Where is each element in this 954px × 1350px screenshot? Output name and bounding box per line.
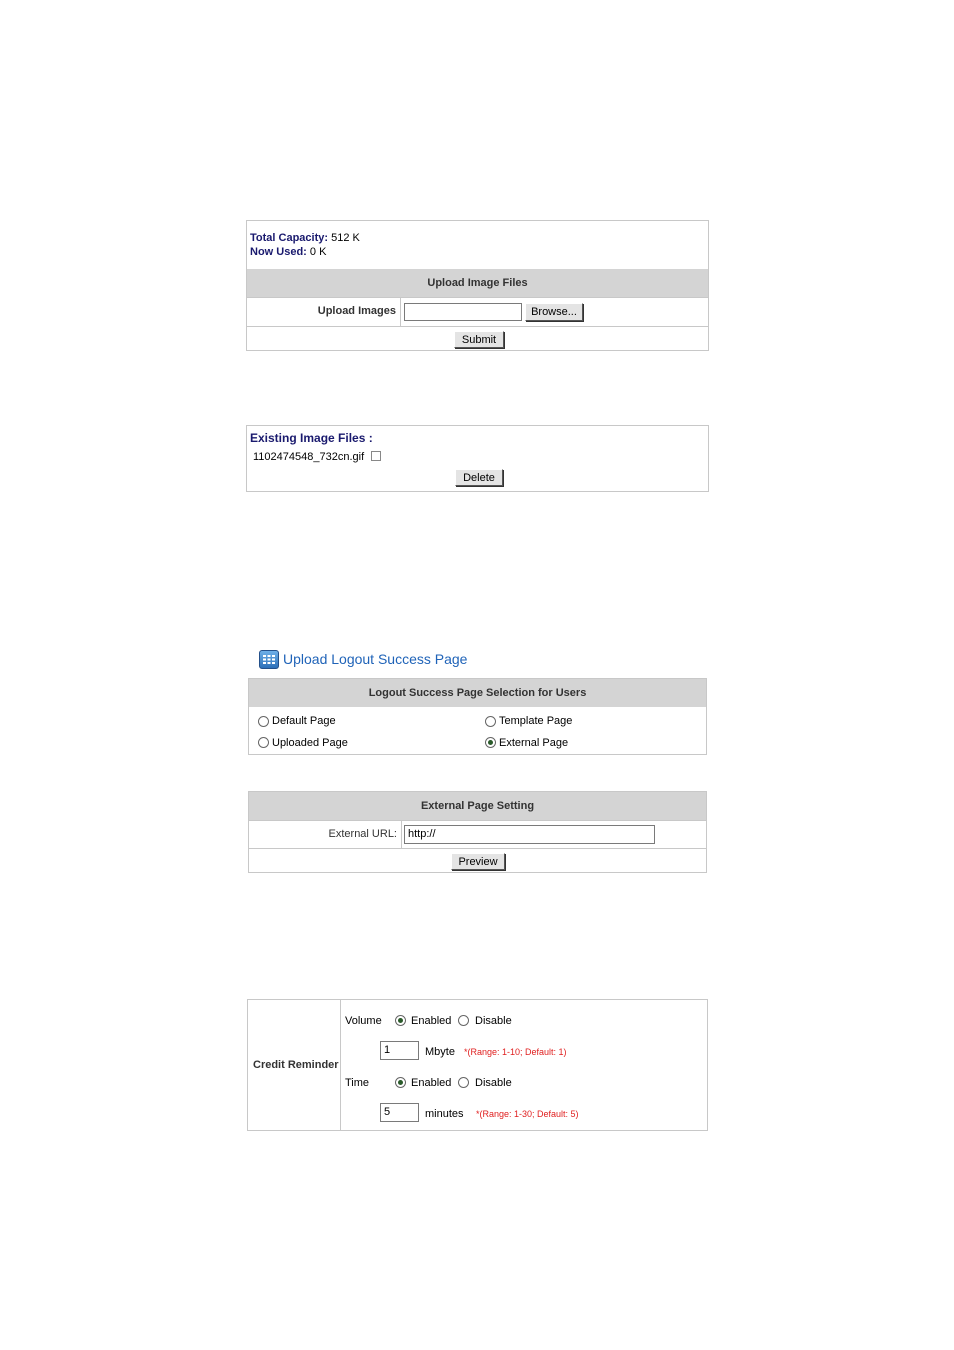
time-enabled-label: Enabled (411, 1077, 452, 1089)
radio-template-page[interactable] (485, 716, 496, 727)
radio-volume-enabled[interactable] (395, 1015, 406, 1026)
upload-header: Upload Image Files (247, 269, 708, 297)
upload-images-row (247, 297, 708, 326)
volume-hint: *(Range: 1-10; Default: 1) (464, 1047, 567, 1057)
logout-selection-panel (248, 678, 707, 755)
now-used-line (250, 246, 326, 258)
external-url-input[interactable]: http:// (404, 825, 655, 844)
label-default-page: Default Page (272, 715, 336, 727)
upload-images-label: Upload Images (317, 305, 396, 317)
existing-files-title: Existing Image Files : (250, 431, 373, 445)
volume-label: Volume (345, 1015, 382, 1027)
submit-row (247, 326, 708, 351)
total-capacity-value: 512 K (331, 232, 360, 244)
label-uploaded-page: Uploaded Page (272, 737, 348, 749)
external-url-row (249, 820, 706, 848)
browse-button[interactable]: Browse... (525, 303, 583, 321)
delete-button[interactable]: Delete (455, 469, 503, 486)
volume-unit: Mbyte (425, 1046, 455, 1058)
time-unit: minutes (425, 1108, 464, 1120)
time-input[interactable]: 5 (380, 1103, 419, 1122)
preview-row (249, 848, 706, 873)
total-capacity-line (250, 232, 360, 244)
external-page-panel (248, 791, 707, 873)
file-select-checkbox[interactable] (371, 451, 381, 461)
volume-enabled-label: Enabled (411, 1015, 452, 1027)
now-used-label: Now Used: (250, 246, 307, 258)
existing-file-name: 1102474548_732cn.gif (253, 451, 365, 463)
radio-time-enabled[interactable] (395, 1077, 406, 1088)
credit-reminder-label: Credit Reminder (253, 1059, 339, 1071)
submit-button[interactable]: Submit (454, 331, 504, 348)
time-hint: *(Range: 1-30; Default: 5) (476, 1109, 579, 1119)
radio-external-page[interactable] (485, 737, 496, 748)
radio-time-disable[interactable] (458, 1077, 469, 1088)
total-capacity-label: Total Capacity: (250, 232, 329, 244)
radio-uploaded-page[interactable] (258, 737, 269, 748)
time-disable-label: Disable (475, 1077, 512, 1089)
external-header: External Page Setting (249, 792, 706, 820)
external-url-label: External URL: (328, 828, 397, 840)
radio-default-page[interactable] (258, 716, 269, 727)
selection-header: Logout Success Page Selection for Users (249, 679, 706, 707)
label-template-page: Template Page (499, 715, 573, 727)
existing-image-panel (246, 425, 709, 492)
upload-image-panel (246, 220, 709, 351)
radio-volume-disable[interactable] (458, 1015, 469, 1026)
preview-button[interactable]: Preview (451, 853, 505, 870)
label-external-page: External Page (499, 737, 569, 749)
volume-input[interactable]: 1 (380, 1041, 419, 1060)
now-used-value: 0 K (309, 246, 327, 258)
time-label: Time (345, 1077, 370, 1089)
upload-file-input[interactable] (404, 303, 522, 321)
grid-icon (259, 650, 279, 669)
credit-reminder-panel (247, 999, 708, 1131)
page-title: Upload Logout Success Page (283, 651, 468, 667)
volume-disable-label: Disable (475, 1015, 512, 1027)
